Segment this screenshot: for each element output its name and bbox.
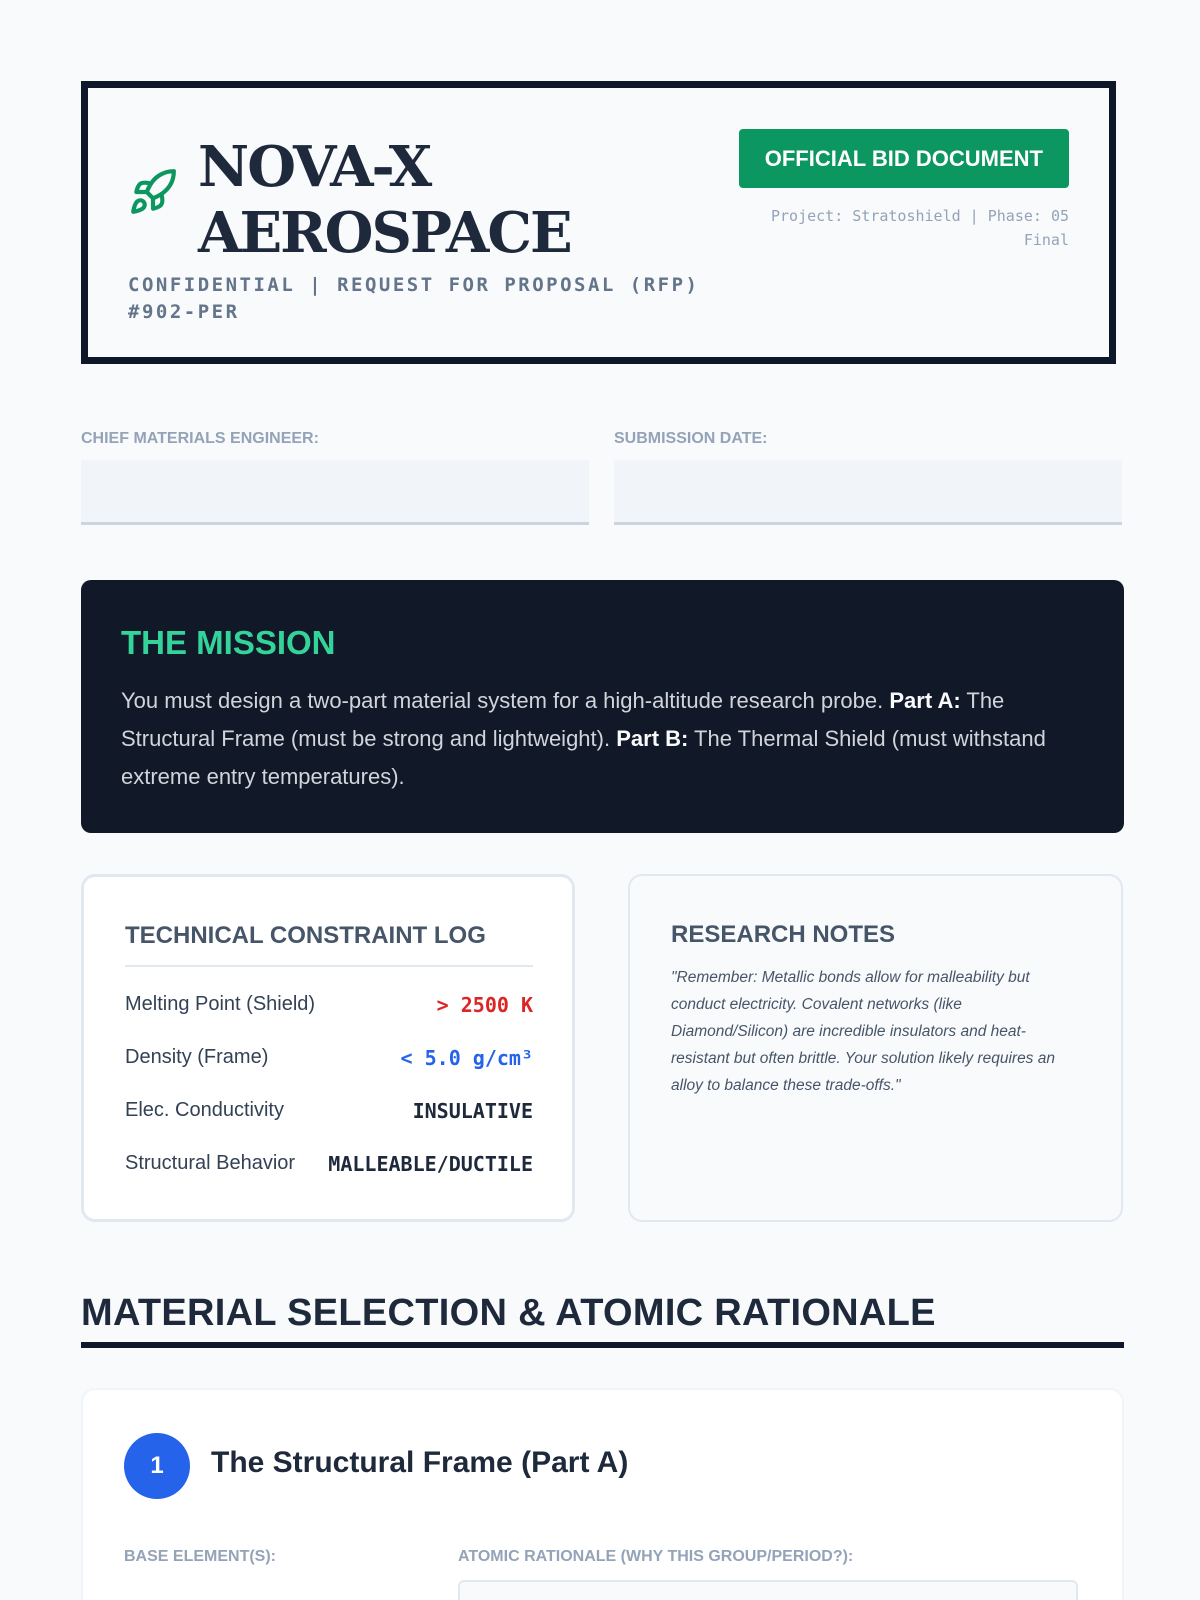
header-box — [81, 81, 1116, 364]
research-notes-text: "Remember: Metallic bonds allow for malleability but conduct electricity. Covalent networks (like Diamond/Silicon) are incredible insulators and heat-resistant but often brittle. Your solution likely requires an alloy to balance these trade-offs." — [671, 969, 1055, 1094]
constraint-log-card — [81, 874, 575, 1222]
engineer-input[interactable] — [81, 460, 589, 525]
project-phase-line: Project: Stratoshield | Phase: 05 Final — [770, 207, 1069, 249]
brand-name: NOVA-X AEROSPACE — [198, 134, 571, 266]
submission-date-label: SUBMISSION DATE: — [614, 430, 768, 447]
atomic-rationale-label: ATOMIC RATIONALE (WHY THIS GROUP/PERIOD?): — [458, 1548, 854, 1565]
research-notes-card — [628, 874, 1123, 1222]
atomic-rationale-input[interactable] — [458, 1580, 1078, 1600]
constraint-value: > 2500 K — [436, 993, 533, 1017]
divider — [125, 965, 533, 967]
constraint-value: < 5.0 g/cm³ — [400, 1046, 533, 1070]
constraint-label: Elec. Conductivity — [125, 1099, 284, 1121]
section-rule — [81, 1342, 1124, 1348]
part-a-text: The Structural Frame (must be strong and lightweight). — [121, 688, 1005, 751]
constraint-value: MALLEABLE/DUCTILE — [328, 1152, 533, 1176]
constraint-log-title: TECHNICAL CONSTRAINT LOG — [125, 922, 486, 949]
part-b-label: Part B: — [616, 726, 689, 751]
rfp-subtitle: CONFIDENTIAL | REQUEST FOR PROPOSAL (RFP) #902-PER — [128, 274, 700, 323]
mission-panel — [81, 580, 1124, 833]
step-number-badge: 1 — [124, 1433, 190, 1499]
base-element-label: BASE ELEMENT(S): — [124, 1548, 276, 1565]
mission-text — [121, 682, 1084, 796]
section-title: MATERIAL SELECTION & ATOMIC RATIONALE — [81, 1292, 936, 1334]
rocket-icon — [128, 167, 178, 217]
constraint-row — [125, 1095, 533, 1125]
mission-title: THE MISSION — [121, 624, 336, 661]
part-a-title: The Structural Frame (Part A) — [211, 1446, 629, 1479]
constraint-row — [125, 1148, 533, 1178]
official-bid-badge: OFFICIAL BID DOCUMENT — [739, 129, 1069, 188]
constraint-row — [125, 1042, 533, 1072]
part-a-label: Part A: — [889, 688, 961, 713]
research-notes-title: RESEARCH NOTES — [671, 921, 896, 948]
brand — [128, 134, 571, 266]
mission-intro: You must design a two-part material system for a high-altitude research probe. — [121, 688, 890, 713]
part-b-text: The Thermal Shield (must withstand extreme entry temperatures). — [121, 726, 1046, 789]
constraint-label: Structural Behavior — [125, 1152, 296, 1174]
engineer-label: CHIEF MATERIALS ENGINEER: — [81, 430, 319, 447]
constraint-row — [125, 989, 533, 1019]
submission-date-input[interactable] — [614, 460, 1122, 525]
constraint-label: Density (Frame) — [125, 1046, 269, 1068]
constraint-label: Melting Point (Shield) — [125, 993, 316, 1015]
part-a-card — [81, 1388, 1124, 1600]
constraint-value: INSULATIVE — [412, 1099, 533, 1123]
